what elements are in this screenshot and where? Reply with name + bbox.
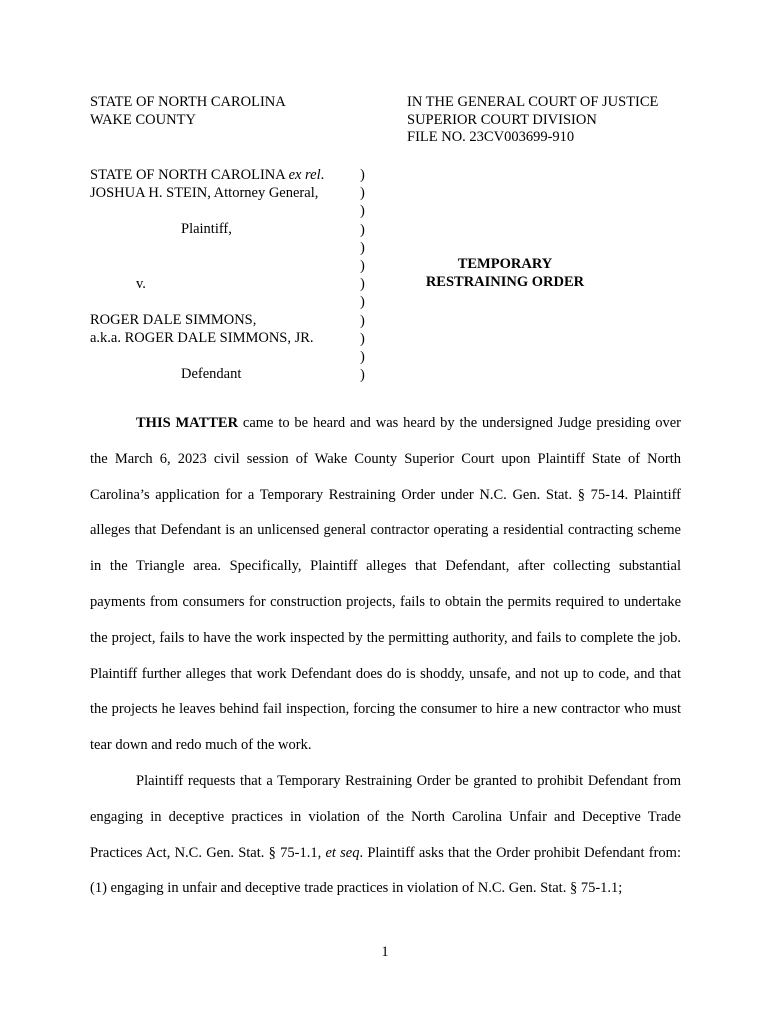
document-title: TEMPORARY RESTRAINING ORDER xyxy=(425,256,585,290)
court-label: IN THE GENERAL COURT OF JUSTICE xyxy=(407,94,659,110)
caption-divider: ) ) ) ) ) ) ) ) ) ) ) ) xyxy=(360,167,365,384)
body-paragraph-1: THIS MATTER came to be heard and was heard by the undersigned Judge presiding over the March 6, 2023 civil session of Wake County Superior Court upon Plaintiff State of North Carolina’s application for a Temporary Restraining Order under N.C. Gen. Stat. § 75-14. Plaintiff alleges that Defendant is an unlicensed general contractor operating a residential contracting scheme in the Triangle area. Specifically, Plaintiff alleges that Defendant, after collecting substantial payments from consumers for construction projects, fails to obtain the permits required to undertake the project, fails to have the work inspected by the permitting authority, and fails to complete the job. Plaintiff further alleges that work Defendant does do is shoddy, unsafe, and not up to code, and that the projects he leaves behind fail inspection, forcing the consumer to hire a new contractor who must tear down and redo much of the work. xyxy=(90,415,681,754)
header-left xyxy=(90,94,286,129)
body-paragraph-2: Plaintiff requests that a Temporary Restraining Order be granted to prohibit Defendant from engaging in deceptive practices in violation of the North Carolina Unfair and Deceptive Trade Practices Act, N.C. Gen. Stat. § 75-1.1, et seq. Plaintiff asks that the Order prohibit Defendant from: (1) engaging in unfair and deceptive trade practices in violation of N.C. Gen. Stat. § 75-1.1; xyxy=(90,773,681,897)
plaintiff-name-line2: JOSHUA H. STEIN, Attorney General, xyxy=(90,185,319,201)
state-label: STATE OF NORTH CAROLINA xyxy=(90,94,286,110)
division-label: SUPERIOR COURT DIVISION xyxy=(407,111,597,128)
matter-lead: THIS MATTER xyxy=(136,415,239,431)
page-number: 1 xyxy=(381,944,389,960)
file-number: FILE NO. 23CV003699-910 xyxy=(407,129,575,145)
defendant-name-line1: ROGER DALE SIMMONS, xyxy=(90,312,257,328)
defendant-role: Defendant xyxy=(181,366,242,382)
plaintiff-role: Plaintiff, xyxy=(181,221,232,237)
header-right xyxy=(407,94,658,147)
defendant-name-line2: a.k.a. ROGER DALE SIMMONS, JR. xyxy=(90,330,314,346)
versus-label: v. xyxy=(136,276,146,292)
plaintiff-name-line1: STATE OF NORTH CAROLINA ex rel. xyxy=(90,167,325,183)
county-label: WAKE COUNTY xyxy=(90,111,196,128)
